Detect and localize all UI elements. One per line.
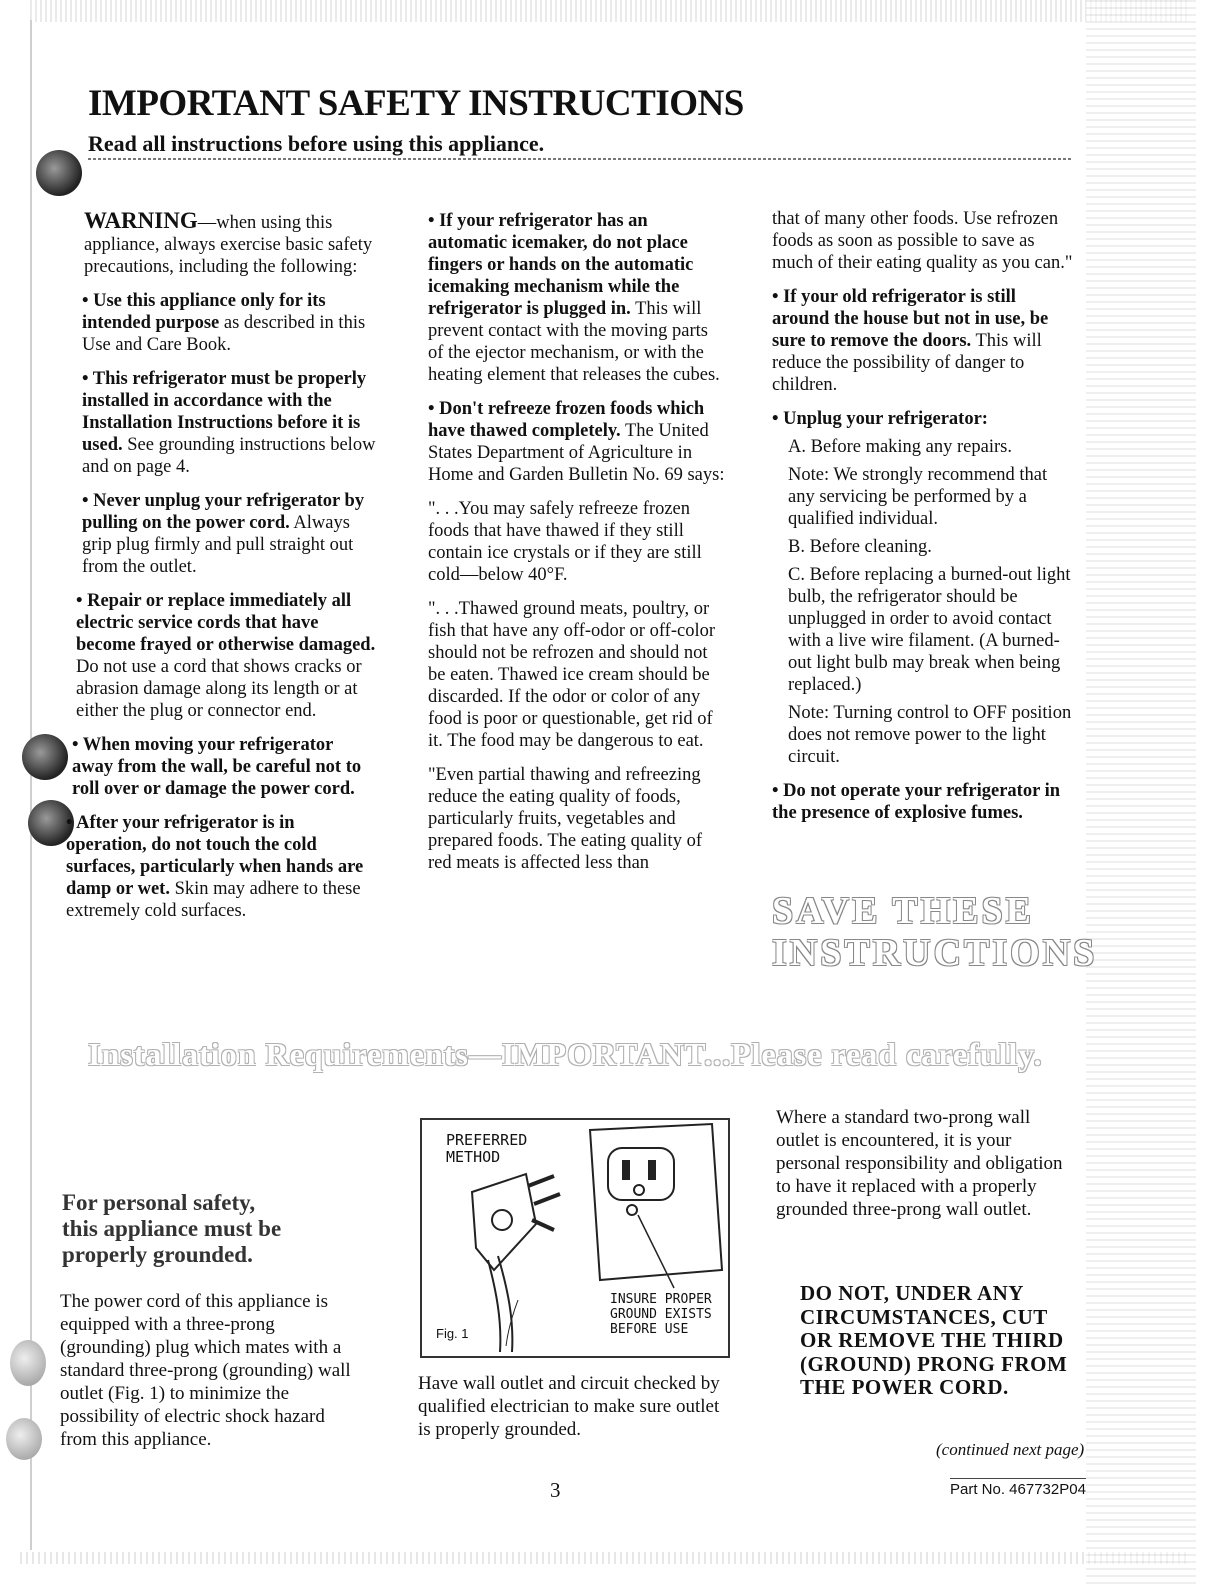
save-line-2: INSTRUCTIONS bbox=[772, 932, 1098, 974]
punch-hole-1 bbox=[36, 150, 82, 196]
warning-text: —when using this appliance, always exercise basic safety precautions, including the following: bbox=[84, 213, 373, 277]
continued-next-page: (continued next page) bbox=[936, 1440, 1085, 1459]
explosive-fumes-item: • Do not operate your refrigerator in the presence of explosive fumes. bbox=[772, 781, 1061, 823]
usda-quote-2: ". . .Thawed ground meats, poultry, or fish that have any off-odor or off-color should not be refrozen and should not be eaten. Thawed ice cream should be discarded. If the odor or color of any food is poor or questionable, get rid of it. The food may be dangerous to eat. bbox=[428, 599, 716, 751]
old-refrigerator-item: • If your old refrigerator is still around the house but not in use, be sure to remove the doors. This will reduce the possibility of danger to children. bbox=[772, 287, 1049, 395]
punch-hole-5 bbox=[6, 1418, 42, 1460]
grounding-heading-line-1: For personal safety, bbox=[62, 1190, 256, 1215]
punch-hole-2 bbox=[22, 734, 68, 780]
grounding-heading-line-3: properly grounded. bbox=[62, 1242, 253, 1267]
icemaker-item: • If your refrigerator has an automatic icemaker, do not place fingers or hands on the automatic icemaking mechanism while the refrigerator is plugged in. This will prevent contact with the moving parts of the ejector mechanism, or with the heating element that releases the cubes. bbox=[428, 211, 720, 385]
safety-item-5: • When moving your refrigerator away from the wall, be careful not to roll over or damage the power cord. bbox=[72, 735, 362, 799]
punch-hole-4 bbox=[10, 1340, 46, 1386]
unplug-b: B. Before cleaning. bbox=[788, 537, 932, 557]
grounding-heading bbox=[62, 1190, 281, 1268]
safety-item-4: • Repair or replace immediately all electric service cords that have become frayed or otherwise damaged. Do not use a cord that shows cracks or abrasion damage along its length or at either the plug or connector end. bbox=[76, 591, 376, 721]
header-rule bbox=[88, 158, 1072, 160]
figure-1-box bbox=[420, 1118, 730, 1358]
usda-quote-1: ". . .You may safely refreeze frozen foods that have thawed if they still contain ice crystals or if they are still cold—below 40°F. bbox=[428, 499, 702, 585]
do-not-cut-warning: DO NOT, UNDER ANY CIRCUMSTANCES, CUT OR REMOVE THE THIRD (GROUND) PRONG FROM THE POWER CORD. bbox=[800, 1281, 1068, 1399]
grounding-body: The power cord of this appliance is equipped with a three-prong (grounding) plug which mates with a standard three-prong (grounding) wall outlet (Fig. 1) to minimize the possibility of electric shock hazard from this appliance. bbox=[60, 1291, 351, 1450]
two-prong-paragraph: Where a standard two-prong wall outlet is encountered, it is your personal responsibility and obligation to have it replaced with a properly grounded three-prong wall outlet. bbox=[776, 1107, 1063, 1220]
warning-paragraph bbox=[66, 210, 378, 278]
page-title: IMPORTANT SAFETY INSTRUCTIONS bbox=[88, 83, 744, 124]
save-line-1: SAVE THESE bbox=[772, 890, 1035, 932]
page-number: 3 bbox=[550, 1478, 561, 1502]
column-2 bbox=[428, 210, 728, 886]
installation-banner: Installation Requirements—IMPORTANT...Please read carefully. bbox=[88, 1036, 1043, 1072]
safety-item-3: • Never unplug your refrigerator by pulling on the power cord. Always grip plug firmly and pull straight out from the outlet. bbox=[82, 491, 365, 577]
scan-noise-bottom bbox=[20, 1552, 1190, 1564]
figure-number: Fig. 1 bbox=[436, 1326, 469, 1341]
unplug-note-2: Note: Turning control to OFF position does not remove power to the light circuit. bbox=[788, 703, 1072, 767]
refreeze-item: • Don't refreeze frozen foods which have thawed completely. The United States Department of Agriculture in Home and Garden Bulletin No. 69 says: bbox=[428, 399, 725, 485]
page-subtitle: Read all instructions before using this appliance. bbox=[88, 131, 545, 156]
usda-quote-continued: that of many other foods. Use refrozen foods as soon as possible to save as much of their eating quality as you can." bbox=[772, 209, 1073, 273]
scan-noise-top bbox=[30, 0, 1190, 22]
usda-quote-3: "Even partial thawing and refreezing reduce the eating quality of foods, particularly fruits, vegetables and prepared foods. The eating quality of red meats is affected less than bbox=[428, 765, 702, 873]
scan-noise-right bbox=[1086, 0, 1196, 1584]
safety-item-6: • After your refrigerator is in operation, do not touch the cold surfaces, particularly when hands are damp or wet. Skin may adhere to these extremely cold surfaces. bbox=[66, 813, 364, 921]
preferred-method-label: PREFERRED METHOD bbox=[446, 1131, 528, 1166]
unplug-c: C. Before replacing a burned-out light bulb, the refrigerator should be unplugged in order to avoid contact with a live wire filament. (A burned-out light bulb may break when being replaced.) bbox=[788, 565, 1071, 695]
safety-item-1: • Use this appliance only for its intended purpose as described in this Use and Care Book. bbox=[82, 291, 366, 355]
unplug-a: A. Before making any repairs. bbox=[788, 437, 1012, 457]
insure-ground-label: INSURE PROPER GROUND EXISTS BEFORE USE bbox=[610, 1292, 712, 1337]
grounding-heading-line-2: this appliance must be bbox=[62, 1216, 282, 1241]
scan-edge-left bbox=[30, 20, 32, 1550]
figure-caption: Have wall outlet and circuit checked by qualified electrician to make sure outlet is properly grounded. bbox=[418, 1373, 720, 1440]
column-1 bbox=[66, 210, 378, 934]
safety-item-2: • This refrigerator must be properly installed in accordance with the Installation Instructions before it is used. See grounding instructions below and on page 4. bbox=[82, 369, 376, 477]
column-3 bbox=[772, 208, 1077, 836]
unplug-heading: • Unplug your refrigerator: bbox=[772, 409, 988, 429]
part-number: Part No. 467732P04 bbox=[950, 1478, 1086, 1498]
save-these-instructions bbox=[772, 890, 1097, 974]
unplug-note-1: Note: We strongly recommend that any servicing be performed by a qualified individual. bbox=[788, 465, 1048, 529]
warning-heading: WARNING bbox=[84, 208, 198, 233]
